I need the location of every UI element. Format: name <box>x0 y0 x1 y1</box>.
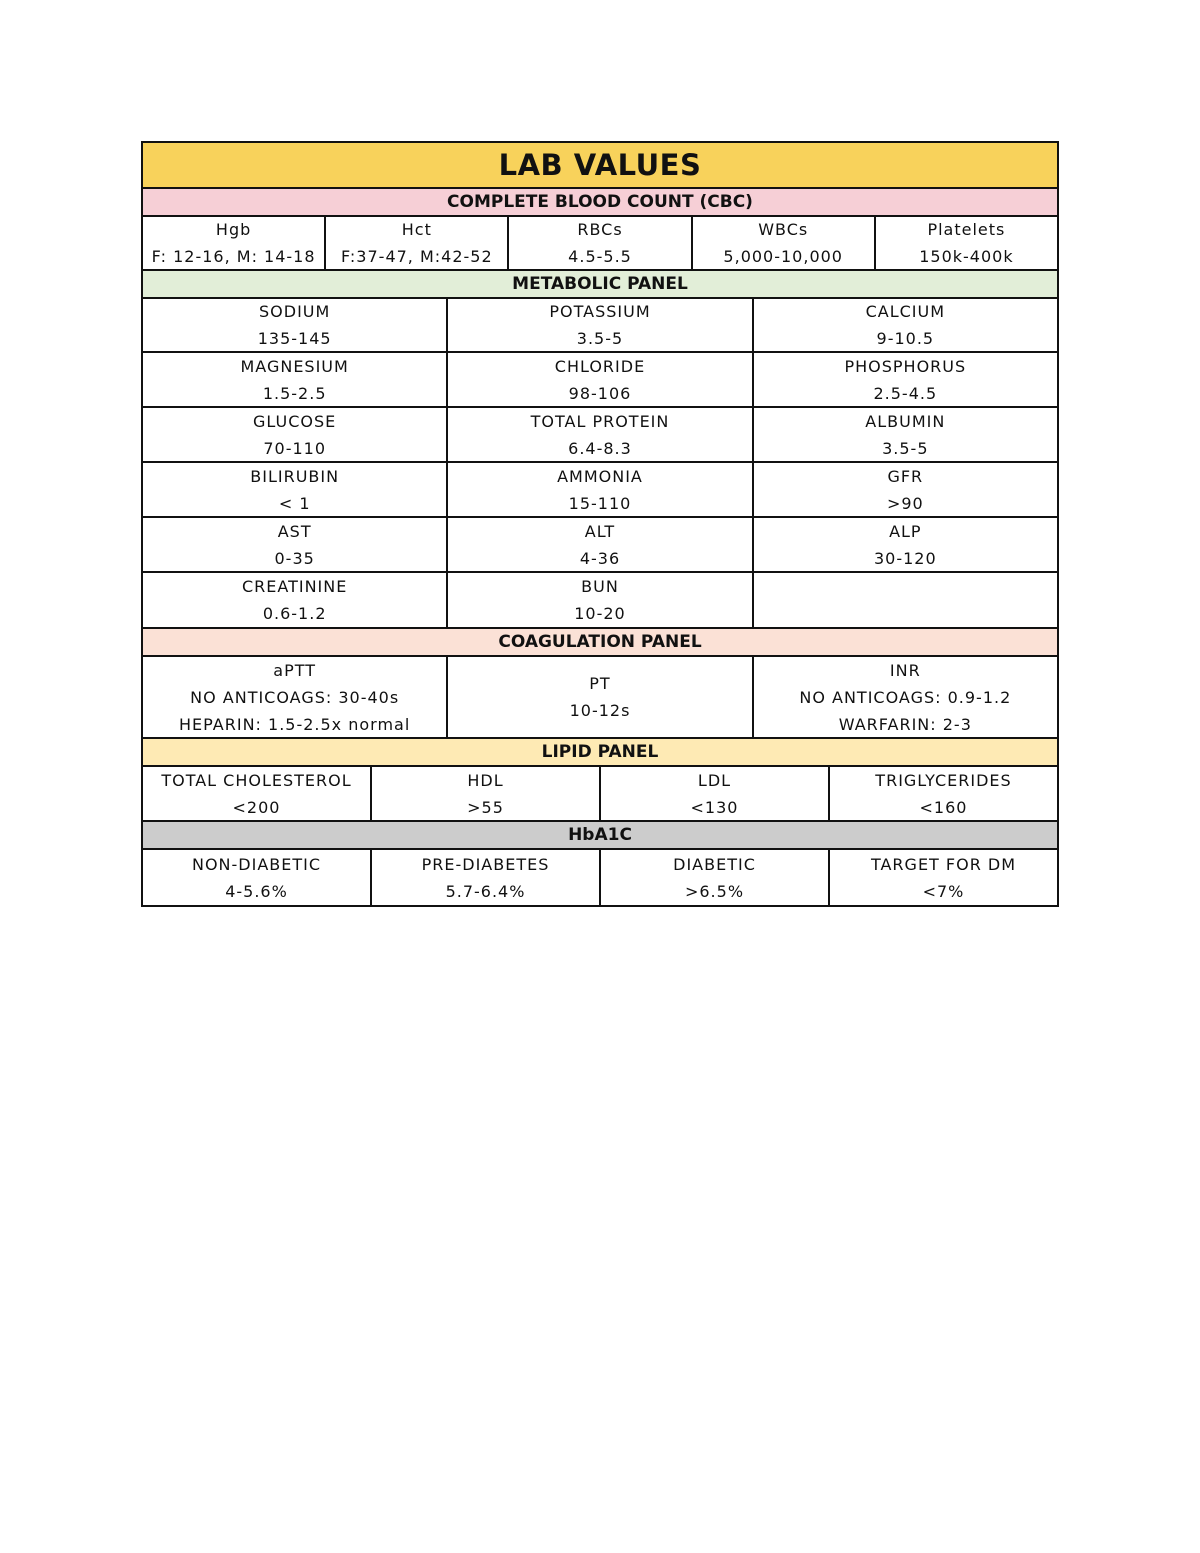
cell-label: TOTAL PROTEIN <box>530 411 670 431</box>
metabolic-cell-albumin <box>754 408 1057 461</box>
cell-label: BILIRUBIN <box>250 466 340 486</box>
cell-value: 0-35 <box>274 548 315 568</box>
metabolic-cell-empty <box>754 573 1057 627</box>
lipid-section-header: LIPID PANEL <box>143 739 1057 767</box>
hba1c-row <box>143 850 1057 905</box>
cell-value: 4-5.6% <box>225 881 288 901</box>
cell-value: WARFARIN: 2-3 <box>838 714 972 734</box>
cell-label: INR <box>889 660 921 680</box>
cell-label: PT <box>589 674 611 693</box>
cell-label: SODIUM <box>259 302 331 321</box>
cell-label: NON-DIABETIC <box>191 854 322 874</box>
metabolic-row <box>143 299 1057 353</box>
metabolic-cell-total-protein <box>448 408 753 461</box>
metabolic-cell-glucose <box>143 408 448 461</box>
cell-value: 0.6-1.2 <box>262 604 327 623</box>
cbc-cell-hct <box>326 217 509 269</box>
metabolic-cell-sodium <box>143 299 448 351</box>
lipid-cell-total-cholesterol <box>143 767 372 820</box>
cell-label: CHLORIDE <box>554 356 646 376</box>
metabolic-cell-ast <box>143 518 448 571</box>
cell-label: ALP <box>889 521 922 541</box>
cell-value: 30-120 <box>873 548 937 568</box>
cell-value: >90 <box>886 493 924 513</box>
cell-label: GLUCOSE <box>253 411 337 431</box>
coag-cell-aptt <box>143 657 448 737</box>
metabolic-cell-bilirubin <box>143 463 448 516</box>
metabolic-cell-gfr <box>754 463 1057 516</box>
cell-label: MAGNESIUM <box>240 356 349 376</box>
cell-value: 15-110 <box>568 493 632 513</box>
cell-value: 70-110 <box>263 438 326 458</box>
metabolic-row <box>143 518 1057 573</box>
cbc-cell-rbcs <box>509 217 692 269</box>
lab-values-sheet <box>141 141 1059 907</box>
cell-value: NO ANTICOAGS: 30-40s <box>190 687 400 707</box>
cell-value: 10-20 <box>574 604 626 623</box>
cell-value: 98-106 <box>568 383 632 403</box>
metabolic-cell-potassium <box>448 299 753 351</box>
metabolic-cell-alt <box>448 518 753 571</box>
cell-label: AST <box>277 521 312 541</box>
cell-value: <200 <box>232 797 281 817</box>
cell-label: TARGET FOR DM <box>870 854 1017 874</box>
cell-value: < 1 <box>278 493 311 513</box>
cell-label: TOTAL CHOLESTEROL <box>161 770 352 790</box>
cell-value: 4-36 <box>579 548 621 568</box>
metabolic-cell-magnesium <box>143 353 448 406</box>
cbc-cell-wbcs <box>693 217 876 269</box>
cell-label: DIABETIC <box>673 854 756 874</box>
cell-label: BUN <box>581 577 619 596</box>
cell-label: RBCs <box>577 220 623 239</box>
metabolic-cell-calcium <box>754 299 1057 351</box>
cell-value: 3.5-5 <box>882 438 929 458</box>
cell-value: F:37-47, M:42-52 <box>340 247 493 266</box>
hba1c-cell-diabetic <box>601 850 830 905</box>
cbc-section-header: COMPLETE BLOOD COUNT (CBC) <box>143 189 1057 217</box>
cell-label: ALT <box>584 521 616 541</box>
hba1c-cell-target-for-dm <box>830 850 1057 905</box>
cell-value: 5,000-10,000 <box>723 247 843 266</box>
lipid-cell-ldl <box>601 767 830 820</box>
cbc-cell-hgb <box>143 217 326 269</box>
metabolic-cell-ammonia <box>448 463 753 516</box>
metabolic-row <box>143 408 1057 463</box>
page-title: LAB VALUES <box>143 143 1057 189</box>
metabolic-cell-phosphorus <box>754 353 1057 406</box>
coagulation-row <box>143 657 1057 739</box>
cell-value: 1.5-2.5 <box>262 383 327 403</box>
lipid-cell-triglycerides <box>830 767 1057 820</box>
hba1c-cell-pre-diabetes <box>372 850 601 905</box>
cell-label: Hct <box>401 220 432 239</box>
cell-value: 2.5-4.5 <box>873 383 938 403</box>
cell-value: >55 <box>467 797 504 817</box>
metabolic-section-header: METABOLIC PANEL <box>143 271 1057 299</box>
cell-label: LDL <box>697 770 732 790</box>
cell-value: 135-145 <box>257 329 332 348</box>
cell-label: Platelets <box>927 220 1006 239</box>
cell-label: PHOSPHORUS <box>844 356 967 376</box>
metabolic-cell-chloride <box>448 353 753 406</box>
cell-value: 150k-400k <box>919 247 1014 266</box>
cell-label: TRIGLYCERIDES <box>875 770 1012 790</box>
metabolic-row <box>143 463 1057 518</box>
cbc-cell-platelets <box>876 217 1057 269</box>
cell-value: 10-12s <box>569 701 631 720</box>
cell-label: HDL <box>467 770 504 790</box>
cell-value: F: 12-16, M: 14-18 <box>151 247 316 266</box>
cell-label: WBCs <box>758 220 809 239</box>
cell-value: 6.4-8.3 <box>568 438 632 458</box>
cell-value: <130 <box>690 797 739 817</box>
cell-value: 9-10.5 <box>876 329 935 348</box>
cell-label: CREATININE <box>241 577 348 596</box>
metabolic-cell-bun <box>448 573 753 627</box>
coagulation-section-header: COAGULATION PANEL <box>143 629 1057 657</box>
cell-value: <160 <box>919 797 968 817</box>
metabolic-cell-creatinine <box>143 573 448 627</box>
cell-label: CALCIUM <box>865 302 946 321</box>
hba1c-cell-non-diabetic <box>143 850 372 905</box>
cell-value: HEPARIN: 1.5-2.5x normal <box>179 714 411 734</box>
cell-label: ALBUMIN <box>865 411 946 431</box>
metabolic-row <box>143 353 1057 408</box>
cell-label: AMMONIA <box>557 466 643 486</box>
hba1c-section-header: HbA1C <box>143 822 1057 850</box>
cell-label: GFR <box>887 466 924 486</box>
cell-value: <7% <box>922 881 965 901</box>
coag-cell-inr <box>754 657 1057 737</box>
cell-label: POTASSIUM <box>549 302 651 321</box>
cell-label: Hgb <box>215 220 252 239</box>
lipid-row <box>143 767 1057 822</box>
metabolic-row <box>143 573 1057 629</box>
cell-value: NO ANTICOAGS: 0.9-1.2 <box>799 687 1012 707</box>
cell-value: 4.5-5.5 <box>568 247 632 266</box>
cell-label: PRE-DIABETES <box>421 854 550 874</box>
cell-value: 5.7-6.4% <box>445 881 526 901</box>
cell-label: aPTT <box>273 660 317 680</box>
cell-value: >6.5% <box>684 881 745 901</box>
cell-value: 3.5-5 <box>576 329 624 348</box>
lipid-cell-hdl <box>372 767 601 820</box>
coag-cell-pt <box>448 657 753 737</box>
metabolic-cell-alp <box>754 518 1057 571</box>
cbc-row <box>143 217 1057 271</box>
